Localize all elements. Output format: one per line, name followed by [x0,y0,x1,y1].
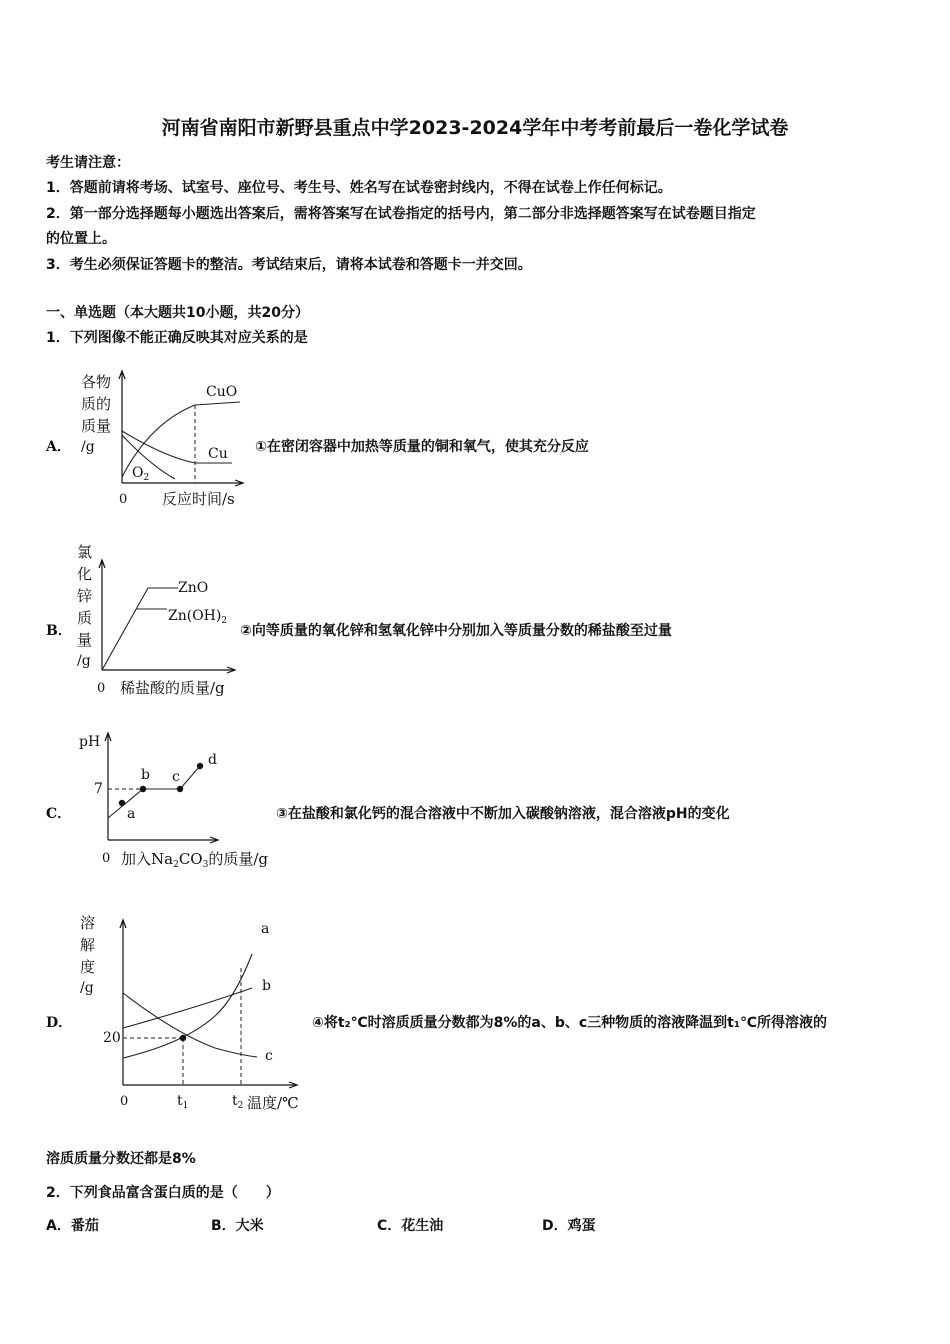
notice-item-2: 2．第一部分选择题每小题选出答案后，需将答案写在试卷指定的括号内，第二部分非选择题答案写在试卷题目指定 [46,206,756,222]
graph-c-xlabel: 加入$Na_2CO_3$的质量/g [121,850,268,870]
option-c-label: C． [46,806,72,822]
graph-b-ylabel-3: 锌 [77,587,93,605]
graph-d-intersection-point [180,1035,186,1041]
graph-b-zno-line [102,588,178,670]
graph-d-ylabel-2: 解 [80,936,96,954]
graph-a-label-o2: $O_2$ [132,465,150,483]
graph-a [75,365,255,510]
graph-d-tick-t2: $t_2$ [232,1093,244,1111]
graph-d-origin: 0 [120,1094,129,1109]
graph-b-label-znoh2: $Zn(OH)_2$ [168,608,228,626]
notice-item-3: 3．考生必须保证答题卡的整洁。考试结束后，请将本试卷和答题卡一并交回。 [46,257,532,273]
graph-a-label-cu: Cu [208,446,228,462]
notice-item-2-cont: 的位置上。 [46,231,116,247]
graph-c-label-b: b [141,767,150,783]
graph-a-ylabel-3: 质量 [81,417,112,435]
graph-c-point-b [140,786,146,792]
graph-b-ylabel-4: 质 [77,609,93,627]
graph-d-ylabel-1: 溶 [80,914,96,932]
graph-d-xlabel: 温度/℃ [247,1094,299,1112]
graph-c-ylabel: pH [79,734,101,750]
graph-c [75,728,280,873]
graph-c-ph-curve [108,766,200,818]
graph-d-label-c: c [265,1048,273,1064]
option-b-label: B． [46,623,72,639]
graph-b-ylabel-1: 氯 [77,543,93,561]
graph-d-ylabel-3: 度 [80,958,96,976]
graph-d-curve-c [123,993,257,1057]
option-d-description-cont: 溶质质量分数还都是8% [46,1151,196,1167]
graph-d-tick-20: 20 [103,1030,121,1046]
graph-d-ylabel-4: /g [80,980,94,996]
q2-option-d: D．鸡蛋 [542,1218,596,1234]
q2-option-b: B．大米 [211,1218,264,1234]
graph-b [75,540,250,700]
graph-d-label-a: a [261,921,270,937]
graph-a-ylabel-1: 各物 [81,373,112,391]
graph-c-point-a [119,800,125,806]
option-c-description: ③在盐酸和氯化钙的混合溶液中不断加入碳酸钠溶液，混合溶液pH的变化 [276,806,730,822]
graph-b-ylabel-6: /g [77,653,91,669]
section-heading: 一、单选题（本大题共10小题，共20分） [46,305,309,321]
graph-c-origin: 0 [102,851,111,866]
graph-c-label-a: a [127,806,136,822]
graph-a-origin: 0 [119,492,128,507]
notice-heading: 考生请注意： [46,155,130,171]
graph-a-ylabel-2: 质的 [81,395,112,413]
graph-c-point-c [177,786,183,792]
page-title: 河南省南阳市新野县重点中学2023-2024学年中考考前最后一卷化学试卷 [161,117,789,139]
graph-d-tick-t1: $t_1$ [177,1093,189,1111]
q2-option-c: C．花生油 [377,1218,444,1234]
graph-b-xlabel: 稀盐酸的质量/g [120,679,225,697]
option-a-label: A． [46,439,71,455]
graph-b-ylabel-5: 量 [77,631,93,649]
graph-d-curve-a [123,954,252,1058]
graph-a-label-cuo: CuO [206,384,238,400]
graph-b-ylabel-2: 化 [77,565,93,583]
graph-a-ylabel-4: /g [81,439,95,455]
graph-c-label-d: d [208,752,217,768]
question-2-stem: 2．下列食品富含蛋白质的是（ ） [46,1185,280,1201]
graph-b-label-zno: ZnO [178,580,209,596]
graph-c-point-d [197,763,203,769]
graph-b-origin: 0 [97,681,106,696]
option-d-label: D． [46,1015,73,1031]
option-d-description: ④将t₂℃时溶质质量分数都为8%的a、b、c三种物质的溶液降温到t₁℃所得溶液的 [312,1015,827,1031]
question-1-stem: 1．下列图像不能正确反映其对应关系的是 [46,330,308,346]
graph-d-label-b: b [262,978,271,994]
option-b-description: ②向等质量的氧化锌和氢氧化锌中分别加入等质量分数的稀盐酸至过量 [240,623,672,639]
q2-option-a: A．番茄 [46,1218,99,1234]
graph-c-label-c: c [172,769,180,785]
option-a-description: ①在密闭容器中加热等质量的铜和氧气，使其充分反应 [255,439,589,455]
graph-a-xlabel: 反应时间/s [162,490,235,508]
graph-d [75,908,305,1113]
graph-c-tick-7: 7 [94,781,103,797]
notice-item-1: 1．答题前请将考场、试室号、座位号、考生号、姓名写在试卷密封线内，不得在试卷上作任何标记。 [46,180,672,196]
